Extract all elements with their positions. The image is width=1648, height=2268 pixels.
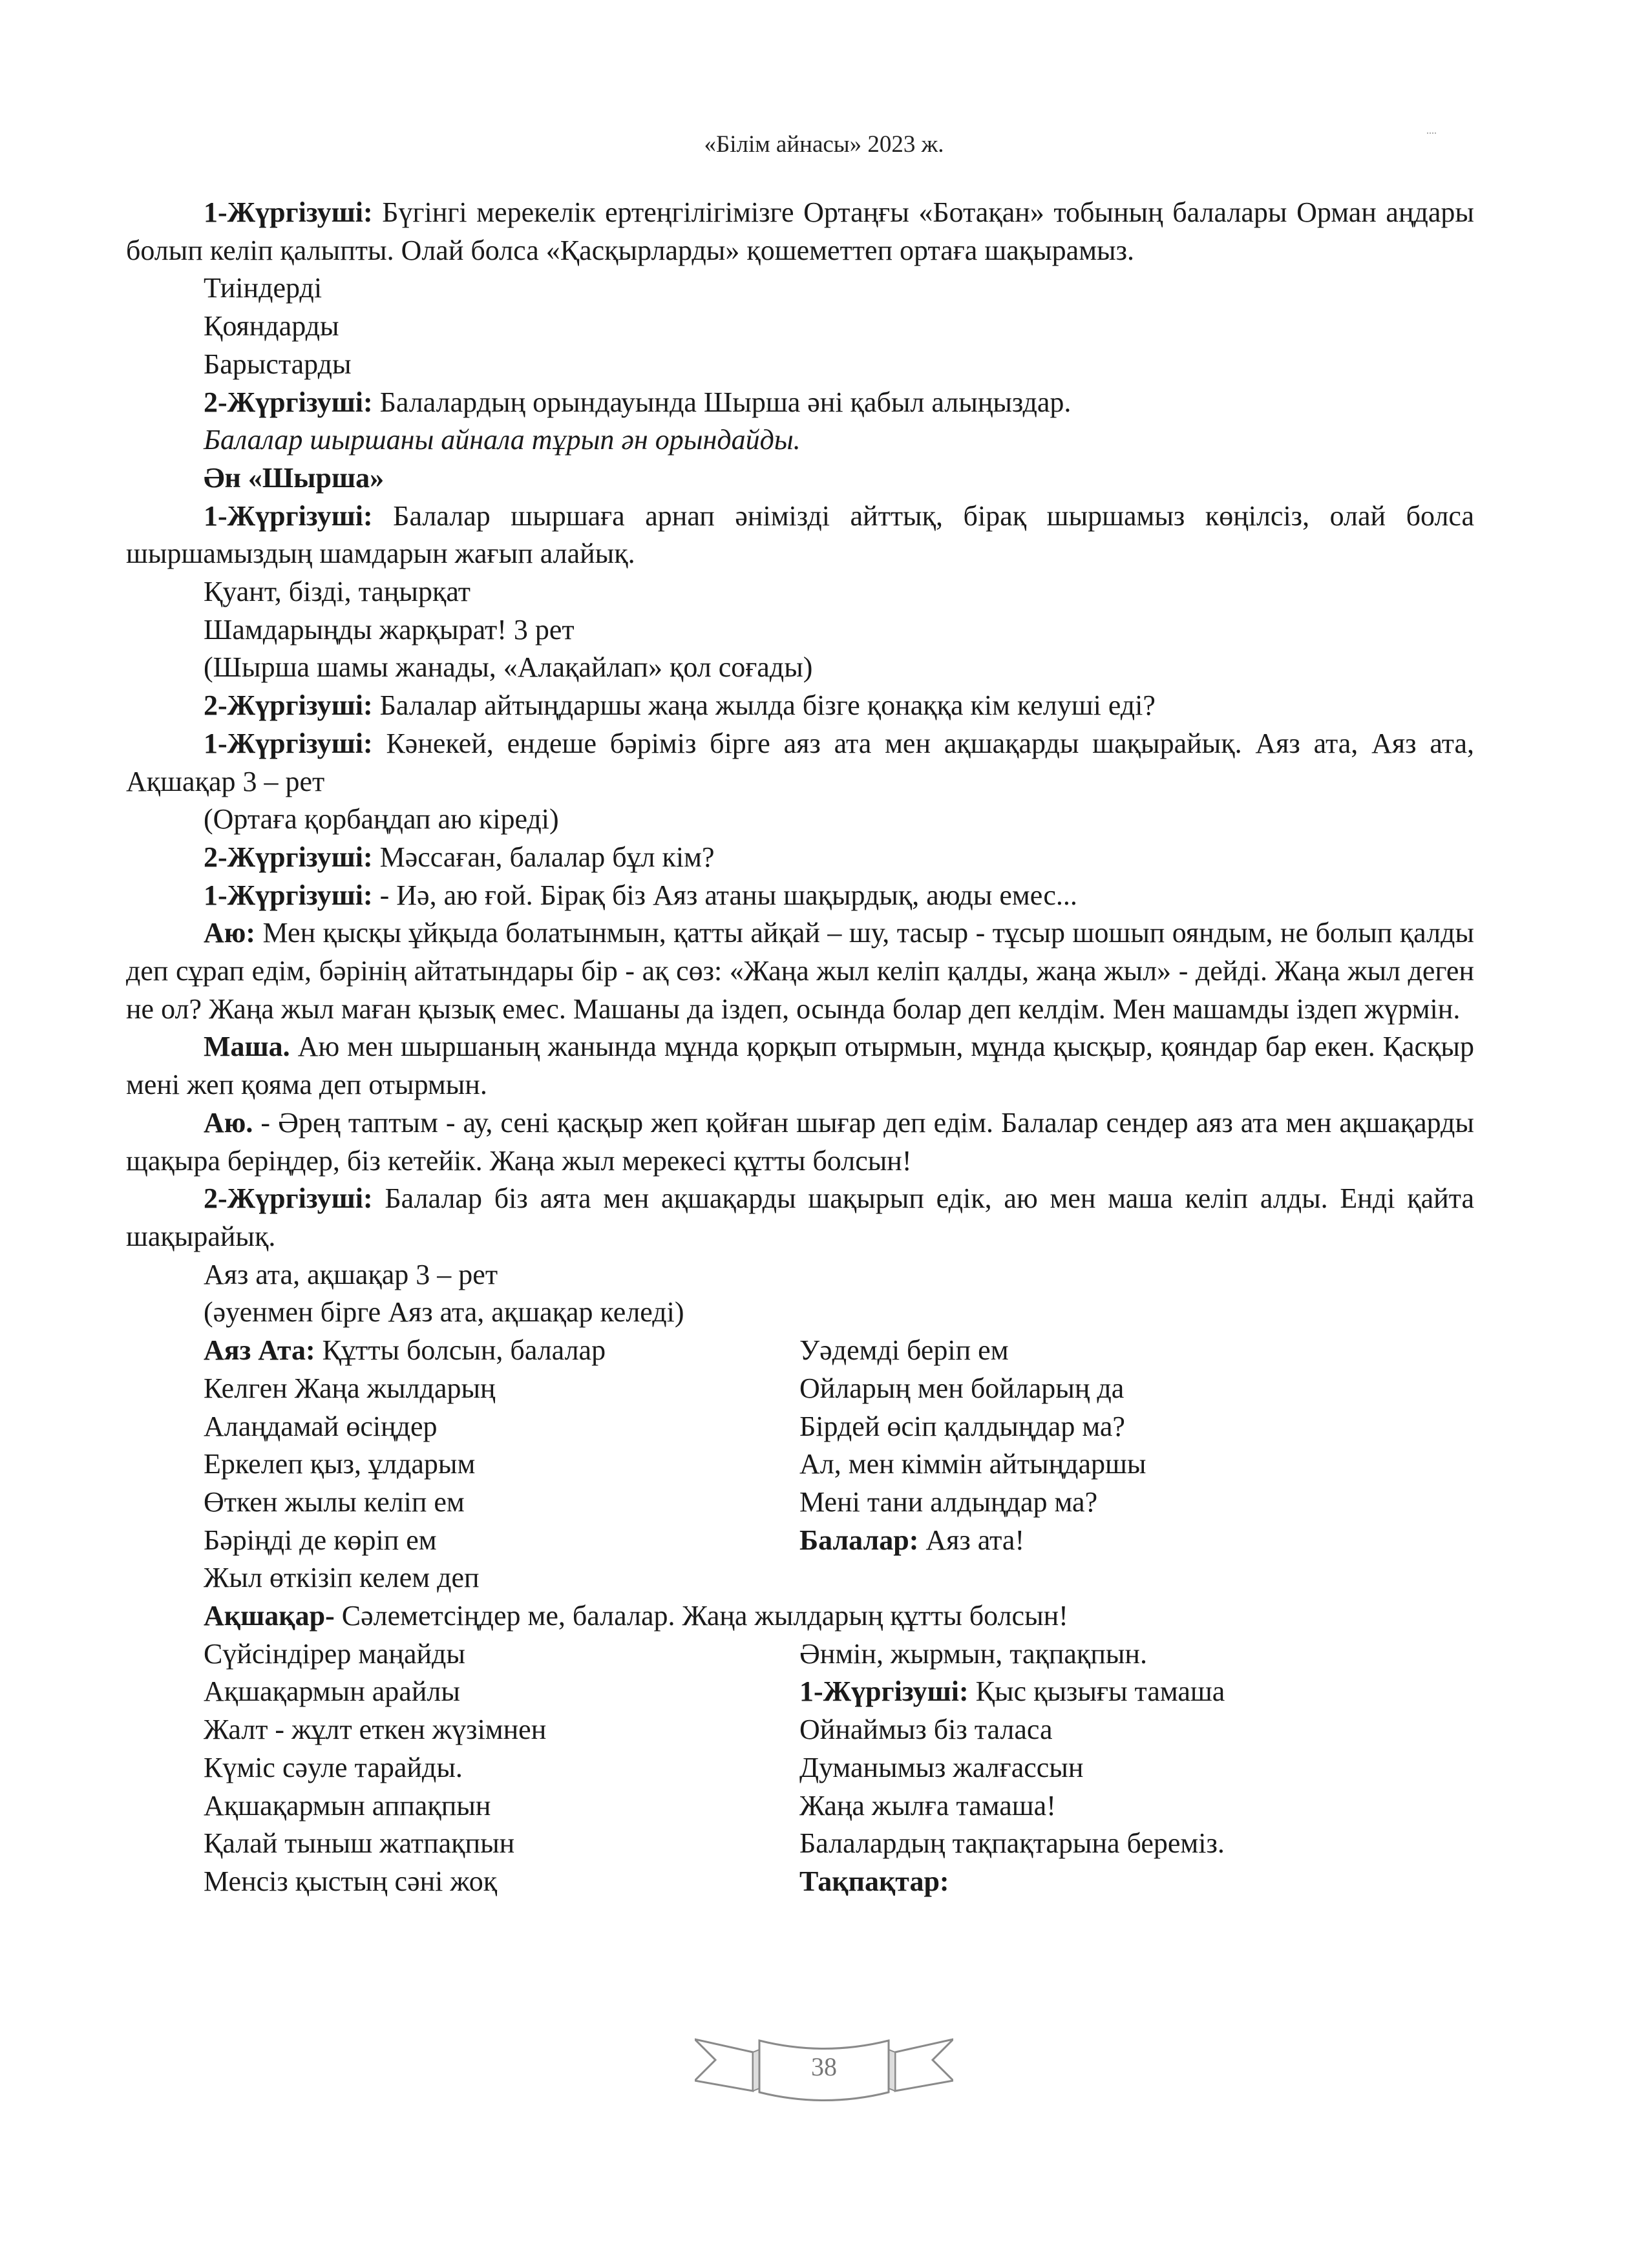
paragraph: [126, 194, 1474, 269]
line-text: Ойнаймыз біз таласа: [799, 1714, 1053, 1746]
verse-line: [204, 1445, 799, 1484]
line-text: Аяз ата!: [918, 1524, 1025, 1556]
verse-column-right: [799, 1332, 1474, 1597]
script-line: [126, 839, 1474, 877]
verse-section-2: [126, 1635, 1474, 1901]
script-line: [126, 1256, 1474, 1294]
verse-line: [799, 1522, 1474, 1560]
line-text: Өткен жылы келіп ем: [204, 1486, 465, 1518]
page-content: [126, 194, 1474, 1901]
line-text: Уәдемді беріп ем: [799, 1334, 1009, 1367]
speaker-label: 1-Жүргізуші:: [204, 727, 373, 759]
line-text: Аяз ата, ақшақар 3 – рет: [204, 1258, 498, 1290]
line-text: Бүгінгі мерекелік ертеңгілігімізге Ортаңғы «Ботақан» тобының балалары Орман аңдары болып келіп қалыпты. Олай болса «Қасқырларды» қошеметтеп ортаға шақырамыз.: [126, 196, 1474, 266]
akshakar-greeting: [126, 1597, 1474, 1635]
paragraph: [126, 725, 1474, 801]
line-text: Шамдарыңды жарқырат! 3 рет: [204, 613, 575, 646]
line-text: Ақшақармын аппақпын: [204, 1789, 491, 1822]
line-text: Еркелеп қыз, ұлдарым: [204, 1448, 476, 1480]
verse-line: [204, 1559, 799, 1597]
line-text: Келген Жаңа жылдарың: [204, 1372, 496, 1404]
verse-line: [799, 1370, 1474, 1408]
line-text: Аю мен шыршаның жанында мұнда қорқып отырмын, мұнда қысқыр, қояндар бар екен. Қасқыр мені жеп қояма деп отырмын.: [126, 1031, 1474, 1101]
line-text: Балалар біз аята мен ақшақарды шақырып едік, аю мен маша келіп алды. Енді қайта шақырайық.: [126, 1182, 1474, 1252]
verse-line: [799, 1863, 1474, 1901]
script-line: [126, 649, 1474, 687]
script-line: [126, 573, 1474, 611]
line-text: Балалардың орындауында Шырша әні қабыл алыңыздар.: [372, 386, 1072, 418]
line-text: Ал, мен кіммін айтыңдаршы: [799, 1448, 1146, 1480]
speaker-label: Ән «Шырша»: [204, 461, 385, 494]
line-text: Сүйсіндірер маңайды: [204, 1637, 465, 1670]
verse-line: [799, 1408, 1474, 1446]
line-text: - Әрең таптым - ау, сені қасқыр жеп қойған шығар деп едім. Балалар сендер аяз ата мен ақшақарды щақыра беріңдер, біз кетейік. Жаңа жыл мерекесі құтты болсын!: [126, 1106, 1474, 1177]
speaker-label: Аю.: [204, 1106, 253, 1139]
verse-line: [204, 1787, 799, 1825]
speaker-label: Аю:: [204, 917, 256, 949]
line-text: (әуенмен бірге Аяз ата, ақшақар келеді): [204, 1296, 684, 1328]
speaker-label: 2-Жүргізуші:: [204, 841, 373, 873]
line-text: Ойларың мен бойларың да: [799, 1372, 1125, 1404]
line-text: Мәссаған, балалар бұл кім?: [372, 841, 715, 873]
verse-column-left: [126, 1332, 799, 1597]
speaker-label: 1-Жүргізуші:: [204, 499, 373, 532]
script-line: [126, 384, 1474, 422]
line-text: Балалар шыршаға арнап әнімізді айттық, бірақ шыршамыз көңілсіз, олай болса шыршамыздың шамдарын жағып алайық.: [126, 499, 1474, 570]
verse-line: [204, 1408, 799, 1446]
line-text: Ақшақармын арайлы: [204, 1675, 460, 1708]
line-text: Мені тани алдыңдар ма?: [799, 1486, 1098, 1518]
line-text: Мен қысқы ұйқыда болатынмын, қатты айқай – шу, тасыр - тұсыр шошып ояндым, не болып қалды деп сұрап едім, бәрінің айтатындары бір - ақ сөз: «Жаңа жыл келіп қалды, жаңа жыл» - дейді. Жаңа жыл деген не ол? Жаңа жыл маған қызық емес. Машаны да іздеп, осында болар деп келдім. Мен машамды іздеп жүрмін.: [126, 917, 1474, 1025]
speaker-label: 2-Жүргізуші:: [204, 386, 373, 418]
speaker-label: Ақшақар-: [204, 1600, 335, 1632]
script-line: [126, 346, 1474, 384]
page-number: 38: [811, 2052, 837, 2081]
line-text: Бірдей өсіп қалдыңдар ма?: [799, 1410, 1125, 1442]
speaker-label: 1-Жүргізуші:: [799, 1675, 969, 1708]
verse-column-right: [799, 1635, 1474, 1901]
line-text: Қояндарды: [204, 310, 339, 342]
paragraph: [126, 1028, 1474, 1104]
speaker-label: 1-Жүргізуші:: [204, 196, 373, 228]
line-text: (Шырша шамы жанады, «Алақайлап» қол соғады): [204, 651, 813, 684]
speaker-label: Тақпақтар:: [799, 1865, 949, 1897]
line-text: Барыстарды: [204, 348, 352, 380]
line-text: Құтты болсын, балалар: [315, 1334, 606, 1367]
journal-header: «Білім айнасы» 2023 ж.: [704, 131, 944, 158]
script-line: [126, 459, 1474, 498]
line-text: Сәлеметсіңдер ме, балалар. Жаңа жылдарың құтты болсын!: [334, 1600, 1068, 1632]
verse-line: [204, 1332, 799, 1370]
script-line: [126, 611, 1474, 649]
line-text: Думанымыз жалғассын: [799, 1751, 1084, 1783]
verse-line: [799, 1445, 1474, 1484]
stage-direction: Балалар шыршаны айнала тұрып ән орындайды.: [204, 424, 801, 456]
verse-line: [204, 1635, 799, 1674]
line-text: Менсіз қыстың сәні жоқ: [204, 1865, 498, 1897]
line-text: Күміс сәуле тарайды.: [204, 1751, 463, 1783]
verse-line: [799, 1635, 1474, 1674]
verse-line: [799, 1673, 1474, 1711]
speaker-label: Балалар:: [799, 1524, 919, 1556]
speaker-label: Аяз Ата:: [204, 1334, 315, 1367]
paragraph: [126, 1180, 1474, 1255]
line-text: Қуант, бізді, таңырқат: [204, 576, 470, 608]
line-text: Қыс қызығы тамаша: [968, 1675, 1225, 1708]
verse-line: [204, 1825, 799, 1863]
script-line: [126, 687, 1474, 725]
verse-line: [799, 1484, 1474, 1522]
verse-section-1: [126, 1332, 1474, 1597]
paragraph: [126, 914, 1474, 1028]
script-line: [126, 1294, 1474, 1332]
verse-line: [799, 1332, 1474, 1370]
line-text: Жаңа жылға тамаша!: [799, 1789, 1056, 1822]
line-text: Қалай тыныш жатпақпын: [204, 1827, 515, 1860]
script-line: [126, 877, 1474, 915]
verse-line: [799, 1825, 1474, 1863]
verse-line: [204, 1863, 799, 1901]
line-text: - Иә, аю ғой. Бірақ біз Аяз атаны шақырдық, аюды емес...: [372, 879, 1077, 911]
line-text: Балалардың тақпақтарына береміз.: [799, 1827, 1225, 1860]
speaker-label: Маша.: [204, 1031, 290, 1063]
speaker-label: 1-Жүргізуші:: [204, 879, 373, 911]
verse-line: [204, 1749, 799, 1787]
verse-line: [204, 1370, 799, 1408]
line-text: Тиіндерді: [204, 272, 322, 304]
paragraph: [126, 498, 1474, 573]
paragraph: [126, 1104, 1474, 1180]
verse-line: [799, 1749, 1474, 1787]
speaker-label: 2-Жүргізуші:: [204, 1182, 373, 1215]
verse-line: [204, 1711, 799, 1749]
line-text: Алаңдамай өсіңдер: [204, 1410, 438, 1442]
verse-line: [799, 1711, 1474, 1749]
verse-line: [799, 1787, 1474, 1825]
verse-line: [204, 1484, 799, 1522]
script-paragraphs: [126, 194, 1474, 1332]
line-text: Жалт - жұлт еткен жүзімнен: [204, 1714, 547, 1746]
script-line: [126, 421, 1474, 459]
line-text: Бәріңді де көріп ем: [204, 1524, 437, 1556]
line-text: (Ортаға қорбаңдап аю кіреді): [204, 803, 559, 835]
line-text: Жыл өткізіп келем деп: [204, 1562, 480, 1594]
script-line: [126, 269, 1474, 308]
line-text: Балалар айтыңдаршы жаңа жылда бізге қонаққа кім келуші еді?: [372, 689, 1156, 722]
line-text: Кәнекей, ендеше бәріміз бірге аяз ата мен ақшақарды шақырайық. Аяз ата, Аяз ата, Ақшақар 3 – рет: [126, 727, 1474, 797]
verse-column-left: [126, 1635, 799, 1901]
script-line: [126, 801, 1474, 839]
script-line: [126, 308, 1474, 346]
line-text: Әнмін, жырмын, тақпақпын.: [799, 1637, 1147, 1670]
verse-line: [204, 1522, 799, 1560]
speaker-label: 2-Жүргізуші:: [204, 689, 373, 722]
verse-line: [204, 1673, 799, 1711]
